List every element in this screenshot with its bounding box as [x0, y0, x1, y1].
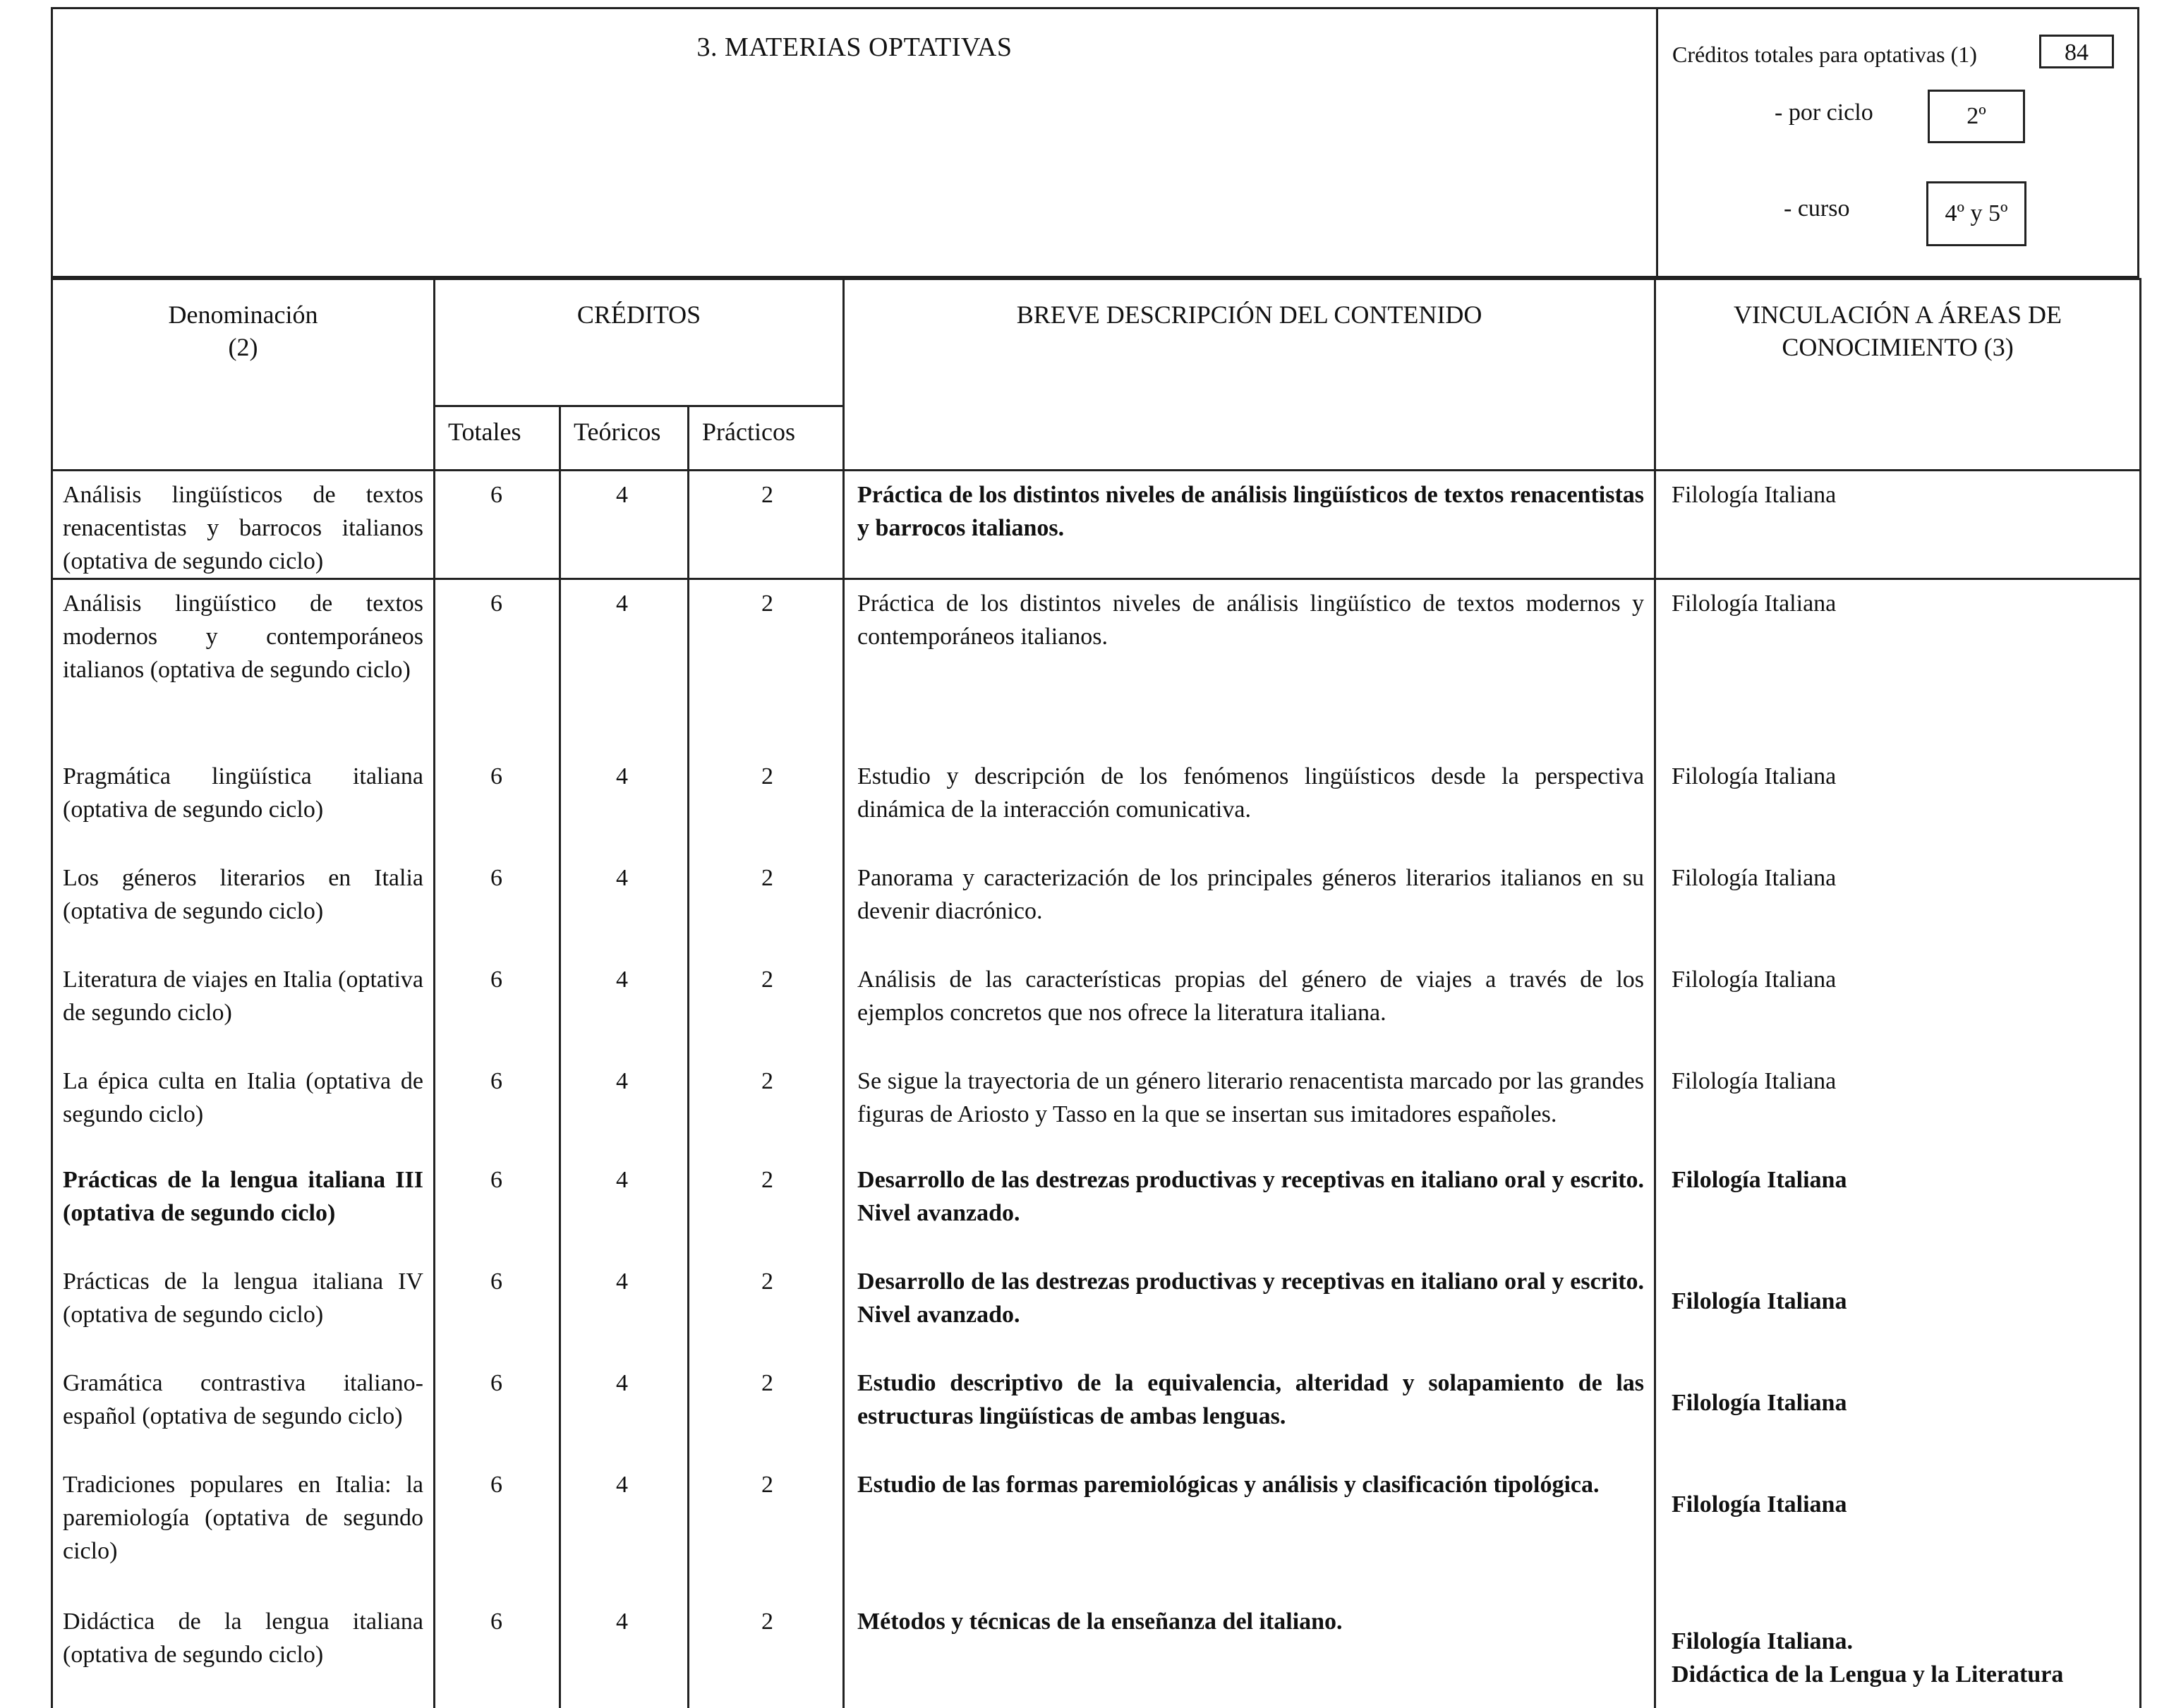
row-teoricos: 4	[560, 956, 689, 1058]
row-teoricos: 4	[560, 753, 689, 854]
row-area: Filología Italiana	[1655, 579, 2141, 753]
row-descripcion: Desarrollo de las destrezas productivas y receptivas en italiano oral y escrito. Nivel avanzado.	[844, 1156, 1655, 1258]
header-denominacion-note: (2)	[228, 333, 258, 361]
row-totales: 6	[435, 1156, 560, 1258]
row-name: Literatura de viajes en Italia (optativa de segundo ciclo)	[52, 956, 435, 1058]
row-practicos: 2	[689, 1156, 844, 1258]
por-ciclo-value: 2º	[1928, 90, 2025, 143]
credits-panel	[1658, 9, 2137, 276]
row-area: Filología Italiana	[1655, 753, 2141, 854]
row-totales: 6	[435, 753, 560, 854]
subjects-table-wrapper	[51, 278, 2139, 1708]
row-totales: 6	[435, 1258, 560, 1359]
row-practicos: 2	[689, 1598, 844, 1708]
row-practicos: 2	[689, 579, 844, 753]
header-descripcion: BREVE DESCRIPCIÓN DEL CONTENIDO	[844, 279, 1655, 471]
row-teoricos: 4	[560, 1058, 689, 1156]
header-vinculacion-line1: VINCULACIÓN A ÁREAS DE	[1734, 301, 2062, 329]
row-descripcion: Análisis de las características propias del género de viajes a través de los ejemplos concretos que nos ofrece la literatura italiana.	[844, 956, 1655, 1058]
row-teoricos: 4	[560, 579, 689, 753]
row-practicos: 2	[689, 753, 844, 854]
header-totales: Totales	[435, 406, 560, 471]
row-practicos: 2	[689, 1058, 844, 1156]
table-row	[52, 579, 2141, 753]
row-totales: 6	[435, 1058, 560, 1156]
row-area: Filología Italiana	[1655, 1258, 2141, 1359]
row-teoricos: 4	[560, 1461, 689, 1598]
row-area: Filología Italiana	[1655, 1058, 2141, 1156]
row-area: Filología Italiana	[1655, 1156, 2141, 1258]
row-practicos: 2	[689, 1461, 844, 1598]
row-area: Filología Italiana	[1655, 471, 2141, 579]
table-row	[52, 1359, 2141, 1461]
credits-total-value: 84	[2039, 35, 2114, 68]
header-creditos: CRÉDITOS	[435, 279, 844, 406]
credits-total-label: Créditos totales para optativas (1)	[1672, 42, 1977, 67]
curso-value: 4º y 5º	[1926, 181, 2026, 246]
header-denominacion	[52, 279, 435, 471]
row-area: Filología Italiana	[1655, 1461, 2141, 1598]
row-name: Didáctica de la lengua italiana (optativa de segundo ciclo)	[52, 1598, 435, 1708]
row-totales: 6	[435, 1461, 560, 1598]
row-descripcion: Práctica de los distintos niveles de análisis lingüístico de textos modernos y contemporáneos italianos.	[844, 579, 1655, 753]
row-descripcion: Estudio y descripción de los fenómenos lingüísticos desde la perspectiva dinámica de la interacción comunicativa.	[844, 753, 1655, 854]
row-descripcion: Métodos y técnicas de la enseñanza del italiano.	[844, 1598, 1655, 1708]
header-vinculacion-line2: CONOCIMIENTO (3)	[1782, 333, 2014, 361]
row-teoricos: 4	[560, 1258, 689, 1359]
table-row	[52, 1156, 2141, 1258]
row-totales: 6	[435, 471, 560, 579]
row-name: Análisis lingüístico de textos modernos y contemporáneos italianos (optativa de segundo ciclo)	[52, 579, 435, 753]
row-area: Filología Italiana.	[1672, 1628, 1853, 1654]
por-ciclo-label: - por ciclo	[1775, 99, 1873, 126]
row-totales: 6	[435, 854, 560, 956]
row-teoricos: 4	[560, 1359, 689, 1461]
row-practicos: 2	[689, 1258, 844, 1359]
row-area-secondary: Didáctica de la Lengua y la Literatura	[1672, 1661, 2064, 1688]
table-row	[52, 854, 2141, 956]
row-totales: 6	[435, 1598, 560, 1708]
row-descripcion: Estudio de las formas paremiológicas y análisis y clasificación tipológica.	[844, 1461, 1655, 1598]
row-practicos: 2	[689, 471, 844, 579]
table-row	[52, 753, 2141, 854]
row-descripcion: Estudio descriptivo de la equivalencia, alteridad y solapamiento de las estructuras lingüísticas de ambas lenguas.	[844, 1359, 1655, 1461]
subjects-table	[51, 278, 2141, 1708]
row-name: La épica culta en Italia (optativa de segundo ciclo)	[52, 1058, 435, 1156]
row-teoricos: 4	[560, 471, 689, 579]
row-name: Prácticas de la lengua italiana IV (optativa de segundo ciclo)	[52, 1258, 435, 1359]
row-teoricos: 4	[560, 1598, 689, 1708]
table-row	[52, 956, 2141, 1058]
table-row	[52, 471, 2141, 579]
table-row	[52, 1598, 2141, 1708]
row-name: Gramática contrastiva italiano-español (optativa de segundo ciclo)	[52, 1359, 435, 1461]
row-descripcion: Panorama y caracterización de los principales géneros literarios italianos en su devenir diacrónico.	[844, 854, 1655, 956]
row-teoricos: 4	[560, 854, 689, 956]
curso-label: - curso	[1784, 195, 1850, 222]
table-row	[52, 1258, 2141, 1359]
header-denominacion-label: Denominación	[168, 301, 318, 329]
row-totales: 6	[435, 1359, 560, 1461]
row-descripcion: Se sigue la trayectoria de un género literario renacentista marcado por las grandes figuras de Ariosto y Tasso en la que se insertan sus imitadores españoles.	[844, 1058, 1655, 1156]
table-row	[52, 1461, 2141, 1598]
row-name: Análisis lingüísticos de textos renacentistas y barrocos italianos (optativa de segundo ciclo)	[52, 471, 435, 579]
table-row	[52, 1058, 2141, 1156]
row-name: Los géneros literarios en Italia (optativa de segundo ciclo)	[52, 854, 435, 956]
row-area: Filología Italiana	[1655, 1359, 2141, 1461]
row-teoricos: 4	[560, 1156, 689, 1258]
row-area: Filología Italiana	[1655, 854, 2141, 956]
row-totales: 6	[435, 956, 560, 1058]
row-area: Filología Italiana	[1655, 956, 2141, 1058]
row-name: Pragmática lingüística italiana (optativa de segundo ciclo)	[52, 753, 435, 854]
header-vinculacion	[1655, 279, 2141, 471]
row-name: Tradiciones populares en Italia: la paremiología (optativa de segundo ciclo)	[52, 1461, 435, 1598]
row-practicos: 2	[689, 956, 844, 1058]
row-area-cell	[1655, 1598, 2141, 1708]
page-title: 3. MATERIAS OPTATIVAS	[696, 32, 1013, 62]
header-block	[51, 7, 2139, 278]
row-name: Prácticas de la lengua italiana III (optativa de segundo ciclo)	[52, 1156, 435, 1258]
header-teoricos: Teóricos	[560, 406, 689, 471]
row-practicos: 2	[689, 854, 844, 956]
row-descripcion: Desarrollo de las destrezas productivas y receptivas en italiano oral y escrito. Nivel avanzado.	[844, 1258, 1655, 1359]
row-descripcion: Práctica de los distintos niveles de análisis lingüísticos de textos renacentistas y barrocos italianos.	[844, 471, 1655, 579]
row-totales: 6	[435, 579, 560, 753]
row-practicos: 2	[689, 1359, 844, 1461]
header-practicos: Prácticos	[689, 406, 844, 471]
